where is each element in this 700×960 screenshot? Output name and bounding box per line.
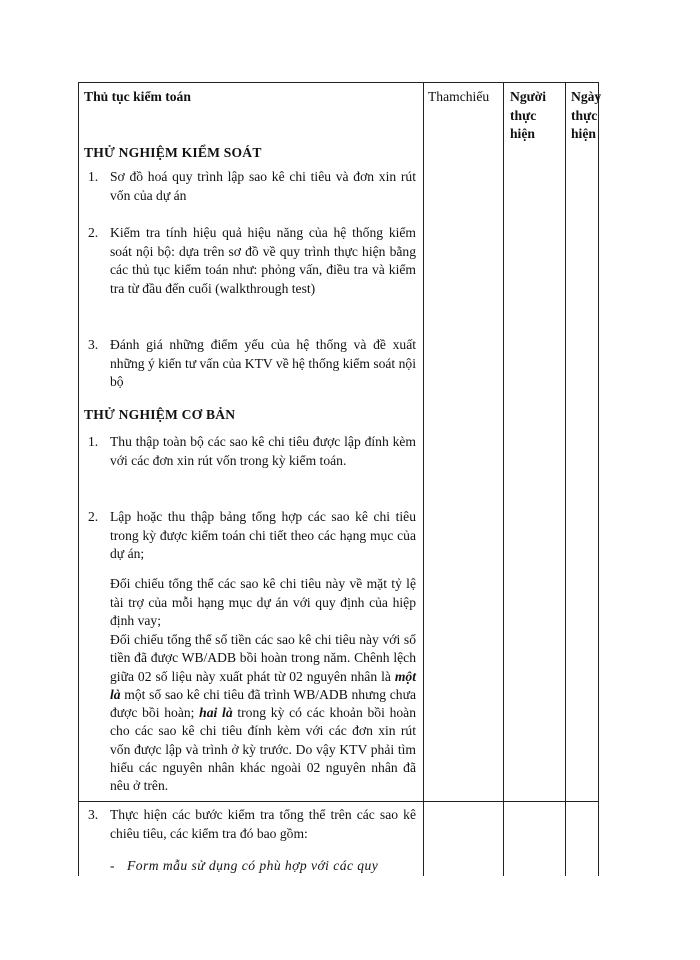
list-item-number: 1. xyxy=(88,169,99,184)
section-title-basic-tests: THỬ NGHIỆM CƠ BẢN xyxy=(84,407,236,422)
header-date-line: hiện xyxy=(571,126,596,141)
header-reference: Thamchiếu xyxy=(428,89,490,104)
list-item-number: 1. xyxy=(88,434,99,449)
header-performer-line: thực xyxy=(510,107,537,123)
column-divider-reference xyxy=(423,82,424,876)
header-performer-line: hiện xyxy=(510,126,535,141)
header-date xyxy=(571,88,601,144)
paragraph-compare-ratio: Đối chiếu tổng thể các sao kê chi tiêu này về mặt tỷ lệ tài trợ của mỗi hạng mục dự án với quy định của hiệp định vay; xyxy=(110,576,416,628)
paragraph-compare-amount xyxy=(110,631,416,796)
list-item-text: Thực hiện các bước kiểm tra tổng thể trên các sao kê chiêu tiêu, các kiểm tra đó bao gồm: xyxy=(110,807,416,841)
sub-bullet-dash: - xyxy=(110,858,115,873)
header-performer xyxy=(510,88,546,144)
emphasis-first-reason: một là xyxy=(110,668,416,702)
list-item-number: 3. xyxy=(88,337,99,352)
header-performer-line: Người xyxy=(510,89,547,104)
table-top-border xyxy=(78,82,598,83)
table-left-border xyxy=(78,82,79,876)
list-item-number: 2. xyxy=(88,225,99,240)
paragraph-text: một số sao kê chi tiêu đã trình WB/ADB nhưng chưa được bồi hoàn; xyxy=(110,686,416,721)
paragraph-text: Đối chiếu tổng thể số tiền các sao kê chi tiêu này với số tiền đã được WB/ADB bồi hoàn trong năm. Chênh lệch giữa 02 số liệu này xuất phát từ 02 nguyên nhân là xyxy=(110,632,416,684)
column-divider-performer xyxy=(503,82,504,876)
list-item-text: Kiểm tra tính hiệu quả hiệu năng của hệ thống kiểm soát nội bộ: dựa trên sơ đồ về quy trình thực hiện bằng các thủ tục kiểm toán như: phỏng vấn, điều tra và kiểm tra từ đầu đến cuối (walkthrough test) xyxy=(110,225,416,296)
list-item-text: Lập hoặc thu thập bảng tổng hợp các sao kê chi tiêu trong kỳ được kiểm toán chi tiết theo các hạng mục của dự án; xyxy=(110,509,416,561)
paragraph-text: trong kỳ có các khoản bồi hoàn cho các sao kê chi tiêu đính kèm với các đơn xin rút vốn được lập và trình ở kỳ trước. Do vậy KTV phải tìm hiểu các nguyên nhân khác ngoài 02 nguyên nhân đã nêu ở trên. xyxy=(110,705,417,794)
table-right-border xyxy=(598,82,599,876)
header-date-line: thực xyxy=(571,107,598,123)
list-item-text: Đánh giá những điểm yếu của hệ thống và đề xuất những ý kiến tư vấn của KTV về hệ thống kiểm soát nội bộ xyxy=(110,337,416,389)
header-date-line: Ngày xyxy=(571,89,602,104)
list-item-number: 3. xyxy=(88,807,99,822)
list-item-number: 2. xyxy=(88,509,99,524)
column-divider-date xyxy=(565,82,566,876)
sub-bullet-text: Form mẫu sử dụng có phù hợp với các quy xyxy=(127,858,379,873)
list-item-text: Thu thập toàn bộ các sao kê chi tiêu được lập đính kèm với các đơn xin rút vốn trong kỳ kiểm toán. xyxy=(110,434,416,468)
section-title-control-tests: THỬ NGHIỆM KIỂM SOÁT xyxy=(84,145,262,160)
list-item-text: Sơ đồ hoá quy trình lập sao kê chi tiêu và đơn xin rút vốn của dự án xyxy=(110,169,416,203)
header-procedure: Thủ tục kiểm toán xyxy=(84,89,191,104)
table-row-divider xyxy=(78,801,598,802)
emphasis-second-reason: hai là xyxy=(199,705,233,721)
